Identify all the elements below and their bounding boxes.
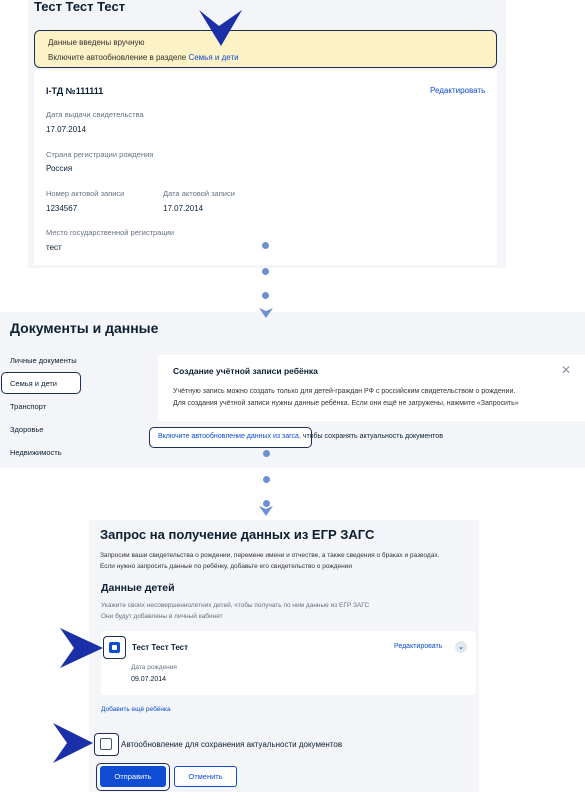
issue-date-label: Дата выдачи свидетельства — [46, 110, 144, 119]
connector-dot — [263, 476, 270, 483]
document-number: I-ТД №111111 — [46, 86, 104, 96]
country-value: Россия — [46, 164, 73, 173]
pointer-arrow-down-icon — [199, 10, 242, 46]
issue-date-value: 17.07.2014 — [46, 125, 87, 134]
autoupdate-suffix: чтобы сохранять актуальность документов — [300, 433, 443, 440]
documents-title: Документы и данные — [10, 320, 159, 336]
page-title: Тест Тест Тест — [34, 0, 126, 14]
child-account-text-1: Учётную запись можно создать только для детей-граждан РФ с российским свидетельством о рождении. — [173, 388, 516, 395]
family-section-link[interactable]: Семья и дети — [188, 53, 239, 62]
chevron-down-icon[interactable]: ⌄ — [455, 641, 467, 653]
request-intro-2: Если нужно запросить данные по ребёнку, добавьте его свидетельство о рождении — [100, 563, 352, 570]
connector-dot — [262, 242, 269, 249]
record-date-label: Дата актовой записи — [163, 189, 235, 198]
autoupdate-link[interactable]: Включите автообновление данных из загса, — [158, 433, 301, 440]
children-sub-2: Они будут добавлены в личный кабинет — [101, 613, 223, 620]
edit-link[interactable]: Редактировать — [430, 86, 486, 95]
sidebar-item-personal-docs[interactable]: Личные документы — [10, 356, 77, 365]
sidebar-item-realty[interactable]: Недвижимость — [10, 448, 62, 457]
record-date-value: 17.07.2014 — [163, 204, 204, 213]
notice-line1: Данные введены вручную — [48, 38, 145, 47]
connector-arrow-icon — [259, 308, 273, 318]
connector-dot — [263, 500, 270, 507]
child-account-text-2: Для создания учётной записи нужны данные ребёнка. Если они ещё не загружены, нажмите «Запросить» — [173, 400, 519, 407]
children-heading: Данные детей — [101, 582, 175, 594]
connector-dot — [263, 450, 270, 457]
children-sub-1: Укажите своих несовершеннолетних детей, чтобы получать по ним данные из ЕГР ЗАГС — [101, 602, 370, 609]
child-edit-link[interactable]: Редактировать — [394, 643, 443, 650]
sidebar-item-family[interactable]: Семья и дети — [10, 379, 57, 388]
cancel-button[interactable]: Отменить — [174, 766, 237, 787]
dob-value: 09.07.2014 — [131, 676, 167, 683]
pointer-arrow-right-icon — [60, 628, 103, 668]
add-child-link[interactable]: Добавить ещё ребёнка — [101, 706, 171, 713]
child-account-title: Создание учётной записи ребёнка — [173, 366, 318, 376]
request-intro-1: Запросим ваши свидетельства о рождении, перемене имени и отчестве, а также сведения о браках и разводах. — [100, 552, 440, 559]
registration-place-label: Место государственной регистрации — [46, 228, 175, 237]
sidebar-item-health[interactable]: Здоровье — [10, 425, 44, 434]
registration-place-value: тест — [46, 243, 62, 252]
close-icon[interactable]: ✕ — [561, 363, 572, 377]
submit-button[interactable]: Отправить — [100, 766, 166, 787]
record-number-value: 1234567 — [46, 204, 78, 213]
pointer-arrow-right-icon — [53, 723, 93, 763]
child-name: Тест Тест Тест — [132, 643, 189, 652]
sidebar-item-transport[interactable]: Транспорт — [10, 402, 47, 411]
connector-dot — [262, 268, 269, 275]
connector-dot — [262, 292, 269, 299]
dob-label: Дата рождения — [131, 664, 177, 671]
connector-arrow-icon — [259, 506, 273, 516]
record-number-label: Номер актовой записи — [46, 189, 125, 198]
country-label: Страна регистрации рождения — [46, 150, 154, 159]
request-title: Запрос на получение данных из ЕГР ЗАГС — [100, 527, 375, 542]
notice-line2-prefix: Включите автообновление в разделе — [48, 53, 189, 62]
autoupdate-checkbox-label: Автообновление для сохранения актуальности документов — [121, 740, 343, 749]
